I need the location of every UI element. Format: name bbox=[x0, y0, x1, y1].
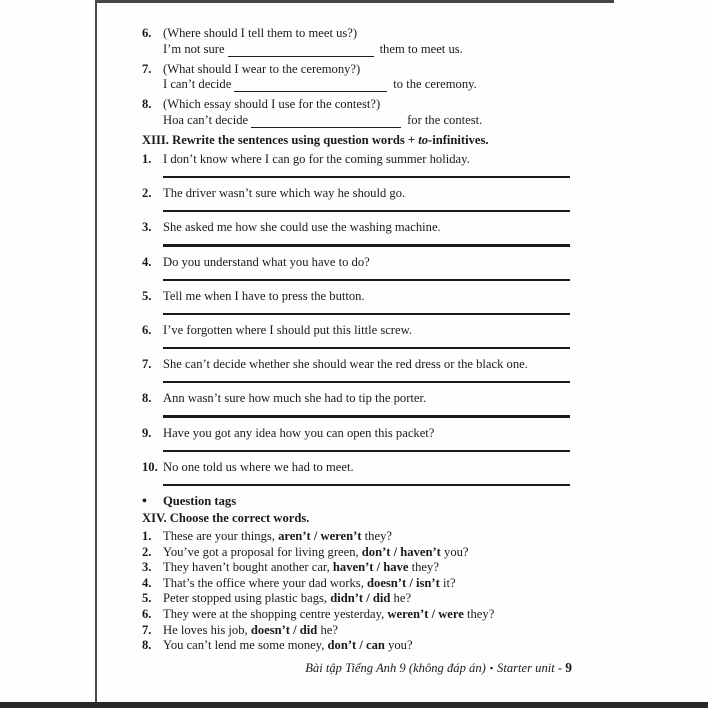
answer-suffix: to the ceremony. bbox=[393, 77, 477, 92]
sentence-text bbox=[163, 529, 392, 545]
item-number: 8. bbox=[142, 638, 152, 653]
exercise14-item-4 bbox=[142, 576, 572, 592]
answer-sentence bbox=[163, 42, 463, 58]
page-top-edge bbox=[95, 0, 614, 3]
sentence-post: they? bbox=[408, 560, 439, 575]
answer-line bbox=[163, 313, 570, 315]
item-number: 10. bbox=[142, 459, 158, 474]
choice-options: haven’t / have bbox=[332, 560, 409, 575]
exercise13-heading bbox=[142, 133, 572, 148]
square-separator-icon: ▪ bbox=[489, 662, 494, 673]
page-content bbox=[142, 26, 572, 676]
sentence-text: Do you understand what you have to do? bbox=[163, 254, 370, 269]
item-number: 7. bbox=[142, 622, 152, 637]
sentence-text: No one told us where we had to meet. bbox=[163, 459, 354, 474]
exercise13-item-10 bbox=[142, 460, 572, 486]
choice-options: weren’t / were bbox=[387, 606, 464, 621]
item-number: 7. bbox=[142, 357, 152, 372]
answer-line bbox=[163, 244, 570, 246]
item-number: 6. bbox=[142, 323, 152, 337]
sentence-text: She asked me how she could use the washing machine. bbox=[163, 220, 441, 235]
exercise14-heading: XIV. Choose the correct words. bbox=[142, 510, 310, 525]
exercise12-item-8 bbox=[142, 97, 572, 128]
exercise14-item-8 bbox=[142, 638, 572, 654]
page-footer bbox=[142, 660, 572, 676]
item-number: 9. bbox=[142, 425, 152, 440]
answer-prefix: I can’t decide bbox=[163, 77, 232, 92]
exercise13-item-3 bbox=[142, 220, 572, 246]
item-number: 4. bbox=[142, 254, 152, 269]
sentence-text bbox=[163, 560, 439, 576]
sentence-post: you? bbox=[440, 544, 469, 559]
item-number: 6. bbox=[142, 606, 152, 621]
exercise14-item-2 bbox=[142, 545, 572, 561]
sentence-pre: You’ve got a proposal for living green, bbox=[163, 544, 362, 559]
heading-text: -infinitives. bbox=[428, 133, 489, 148]
answer-line bbox=[163, 347, 570, 349]
exercise13-item-1 bbox=[142, 152, 572, 178]
book-title: Bài tập Tiếng Anh 9 (không đáp án) bbox=[305, 660, 486, 675]
answer-sentence bbox=[163, 113, 482, 129]
page-number: 9 bbox=[565, 659, 572, 675]
sentence-text bbox=[163, 607, 494, 623]
heading-text: XIII. Rewrite the sentences using question words + bbox=[142, 133, 419, 148]
sentence-pre: These are your things, bbox=[163, 528, 279, 543]
exercise13-item-5 bbox=[142, 289, 572, 315]
sentence-post: they? bbox=[361, 528, 392, 543]
sentence-pre: He loves his job, bbox=[163, 622, 251, 637]
answer-sentence bbox=[163, 77, 477, 93]
bullet-icon: • bbox=[142, 493, 147, 509]
answer-line bbox=[163, 415, 570, 417]
fill-in-blank bbox=[251, 127, 401, 128]
answer-line bbox=[163, 484, 570, 486]
exercise13-item-6 bbox=[142, 323, 572, 349]
sentence-pre: Peter stopped using plastic bags, bbox=[163, 591, 331, 606]
choice-options: don’t / can bbox=[327, 638, 385, 653]
page-bottom-edge bbox=[0, 702, 708, 708]
exercise14-item-7 bbox=[142, 623, 572, 639]
item-number: 5. bbox=[142, 591, 152, 606]
sentence-text: She can’t decide whether she should wear the red dress or the black one. bbox=[163, 357, 528, 372]
item-number: 7. bbox=[142, 61, 152, 76]
sentence-pre: You can’t lend me some money, bbox=[163, 638, 328, 653]
choice-options: didn’t / did bbox=[330, 591, 391, 606]
sentence-post: he? bbox=[390, 591, 412, 606]
sentence-post: you? bbox=[384, 638, 413, 653]
choice-options: aren’t / weren’t bbox=[278, 528, 362, 543]
page-spine-line bbox=[95, 0, 97, 703]
sentence-post: they? bbox=[463, 606, 495, 621]
question-tags-label: Question tags bbox=[163, 493, 237, 508]
question-text: (What should I wear to the ceremony?) bbox=[163, 61, 361, 76]
sentence-pre: They were at the shopping centre yesterday, bbox=[163, 606, 388, 621]
item-number: 1. bbox=[142, 528, 152, 543]
fill-in-blank bbox=[228, 56, 374, 57]
item-number: 5. bbox=[142, 288, 152, 303]
question-tags-heading bbox=[142, 494, 572, 509]
exercise12-item-7 bbox=[142, 62, 572, 93]
sentence-text: Tell me when I have to press the button. bbox=[163, 288, 365, 303]
sentence-pre: That’s the office where your dad works, bbox=[163, 575, 368, 590]
sentence-pre: They haven’t bought another car, bbox=[163, 560, 333, 575]
sentence-text: Have you got any idea how you can open this packet? bbox=[163, 425, 435, 440]
heading-italic-to: to bbox=[418, 133, 428, 148]
sentence-text bbox=[163, 576, 456, 592]
answer-line bbox=[163, 176, 570, 178]
item-number: 3. bbox=[142, 220, 152, 235]
answer-prefix: Hoa can’t decide bbox=[163, 112, 249, 127]
exercise14-item-3 bbox=[142, 560, 572, 576]
item-number: 1. bbox=[142, 152, 152, 167]
exercise13-item-7 bbox=[142, 357, 572, 383]
exercise13-item-4 bbox=[142, 255, 572, 281]
answer-line bbox=[163, 450, 570, 452]
sentence-text: I don’t know where I can go for the coming summer holiday. bbox=[163, 152, 470, 167]
sentence-text bbox=[163, 638, 413, 654]
item-number: 8. bbox=[142, 391, 152, 406]
unit-label: Starter unit - bbox=[497, 660, 566, 675]
answer-suffix: for the contest. bbox=[407, 112, 483, 127]
exercise12-item-6 bbox=[142, 26, 572, 57]
item-number: 3. bbox=[142, 560, 152, 575]
answer-line bbox=[163, 210, 570, 212]
choice-options: don’t / haven’t bbox=[361, 544, 441, 559]
sentence-text: The driver wasn’t sure which way he should go. bbox=[163, 186, 406, 201]
item-number: 2. bbox=[142, 544, 152, 559]
exercise13-item-9 bbox=[142, 426, 572, 452]
sentence-text bbox=[163, 623, 338, 639]
choice-options: doesn’t / did bbox=[250, 622, 318, 637]
answer-line bbox=[163, 279, 570, 281]
item-number: 4. bbox=[142, 575, 152, 590]
sentence-text: I’ve forgotten where I should put this little screw. bbox=[163, 323, 413, 337]
fill-in-blank bbox=[234, 91, 387, 92]
question-text: (Where should I tell them to meet us?) bbox=[163, 26, 358, 40]
sentence-post: he? bbox=[317, 622, 338, 637]
sentence-post: it? bbox=[439, 575, 456, 590]
answer-suffix: them to meet us. bbox=[379, 41, 463, 56]
exercise14-item-1 bbox=[142, 529, 572, 545]
answer-line bbox=[163, 381, 570, 383]
sentence-text bbox=[163, 545, 469, 561]
choice-options: doesn’t / isn’t bbox=[367, 575, 440, 590]
exercise14-item-6 bbox=[142, 607, 572, 623]
sentence-text: Ann wasn’t sure how much she had to tip the porter. bbox=[163, 391, 427, 406]
exercise14-item-5 bbox=[142, 591, 572, 607]
answer-prefix: I’m not sure bbox=[163, 41, 225, 56]
question-text: (Which essay should I use for the contest?) bbox=[163, 97, 381, 112]
sentence-text bbox=[163, 591, 411, 607]
exercise13-item-2 bbox=[142, 186, 572, 212]
item-number: 2. bbox=[142, 186, 152, 201]
item-number: 6. bbox=[142, 26, 152, 40]
item-number: 8. bbox=[142, 97, 152, 112]
exercise13-item-8 bbox=[142, 391, 572, 417]
